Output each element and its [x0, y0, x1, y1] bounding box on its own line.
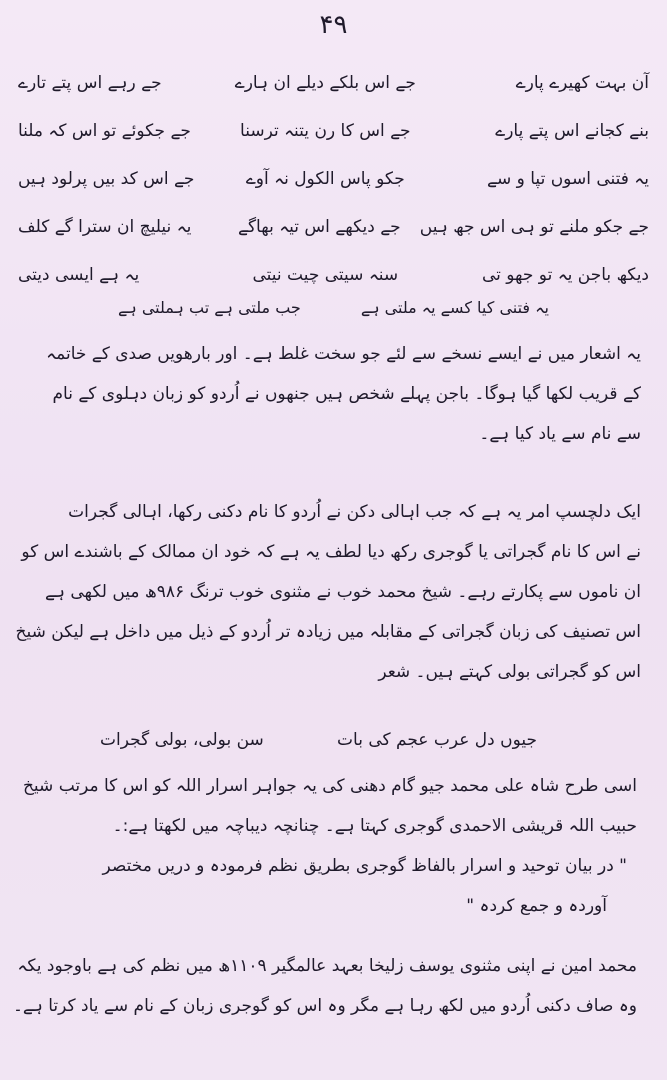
poem-verse: جے جکوئے تو اس کہ ملنا — [17, 120, 191, 141]
poem-verse: آن بہت کھیرے پارے — [515, 72, 649, 93]
poem-row — [18, 154, 649, 202]
poem-verse: جے دیکھے اس تیہ بھاگے — [238, 216, 401, 237]
poem-verse: جے اس بلکے دیلے ان ہارے — [234, 72, 416, 93]
text-line: یہ اشعار میں نے ایسے نسخے سے لئے جو سخت غلط ہے۔ اور بارھویں صدی کے خاتمہ — [46, 344, 641, 364]
text-line: ان ناموں سے پکارتے رہے۔ شیخ محمد خوب نے مثنوی خوب ترنگ ۹۸۶ھ میں لکھی ہے — [45, 582, 641, 602]
text-line: وہ صاف دکنی اُردو میں لکھ رہا ہے مگر وہ اس کو گوجری زبان کے نام سے یاد کرتا ہے۔ — [12, 996, 637, 1016]
text-line: نے اس کا نام گجراتی یا گوجری رکھ دیا لطف یہ ہے کہ خود ان ممالک کے باشندے اس کو — [21, 542, 641, 562]
poem-verse: یہ نیلیچ ان سترا گے کلف — [17, 216, 192, 237]
text-line: اس تصنیف کی زبان گجراتی کے مقابلہ میں زیادہ تر اُردو کے ذیل میں داخل ہے لیکن شیخ — [15, 622, 641, 642]
poem-grid — [18, 58, 649, 298]
couplet-second-half: جب ملتی ہے تب ہملتی ہے — [118, 298, 301, 317]
quoted-verse — [100, 730, 537, 750]
paragraph-jawahir-asrar — [22, 766, 637, 846]
paragraph-gujarati-naming — [15, 492, 641, 692]
persian-quote-line: آوردہ و جمع کردہ " — [466, 896, 607, 916]
text-line: کے قریب لکھا گیا ہوگا۔ باجن پہلے شخص ہیں جنھوں نے اُردو کو زبان دہلوی کے نام — [52, 384, 641, 404]
text-line: حبیب اللہ قریشی الاحمدی گوجری کہتا ہے۔ چنانچہ دیباچہ میں لکھتا ہے:۔ — [112, 816, 637, 836]
text-line: ایک دلچسپ امر یہ ہے کہ جب اہالی دکن نے اُردو کا نام دکنی رکھا، اہالی گجرات — [68, 502, 641, 522]
poem-row — [18, 202, 649, 250]
poem-row — [18, 106, 649, 154]
paragraph-muhammad-amin — [12, 946, 637, 1026]
closing-couplet — [0, 298, 667, 317]
text-line: اسی طرح شاہ علی محمد جیو گام دھنی کی یہ جواہر اسرار اللہ کو اس کا مرتب شیخ — [22, 776, 637, 796]
text-line: محمد امین نے اپنی مثنوی یوسف زلیخا بعہد عالمگیر ۱۱۰۹ھ میں نظم کی ہے باوجود یکہ — [17, 956, 637, 976]
poem-verse: جے اس کد بیں پرلود ہیں — [17, 168, 195, 189]
persian-quote-line: " در بیان توحید و اسرار بالفاظ گوجری بطریق نظم فرمودہ و دریں مختصر — [102, 856, 627, 876]
poem-verse: جے اس کا رن یتنہ ترسنا — [240, 120, 411, 141]
page-number: ۴۹ — [319, 10, 348, 40]
poem-verse: دیکھ باجن یہ تو جھو تی — [481, 264, 649, 285]
poem-verse: سنہ سیتی چیت نیتی — [252, 264, 399, 285]
poem-row — [18, 58, 649, 106]
couplet-first-half: یہ فتنی کیا کسے یہ ملتی ہے — [360, 298, 549, 317]
poem-verse: یہ فتنی اسوں تپا و سے — [487, 168, 649, 189]
poem-verse: جے رہے اس پتے تارے — [17, 72, 162, 93]
text-line: اس کو گجراتی بولی کہتے ہیں۔ شعر — [378, 662, 641, 682]
poem-verse: بنے کجانے اس پتے پارے — [495, 120, 649, 141]
poem-row — [18, 250, 649, 298]
paragraph-manuscript-note — [40, 334, 641, 454]
quoted-verse-second-half: سن بولی، بولی گجرات — [100, 730, 264, 750]
quoted-verse-first-half: جیوں دل عرب عجم کی بات — [337, 730, 537, 750]
text-line: سے نام سے یاد کیا ہے۔ — [479, 424, 641, 444]
poem-verse: یہ ہے ایسی دیتی — [17, 264, 140, 285]
poem-verse: جکو پاس الکول نہ آوے — [245, 168, 405, 189]
poem-verse: جے جکو ملنے تو ہی اس جھ ہیں — [419, 216, 649, 237]
